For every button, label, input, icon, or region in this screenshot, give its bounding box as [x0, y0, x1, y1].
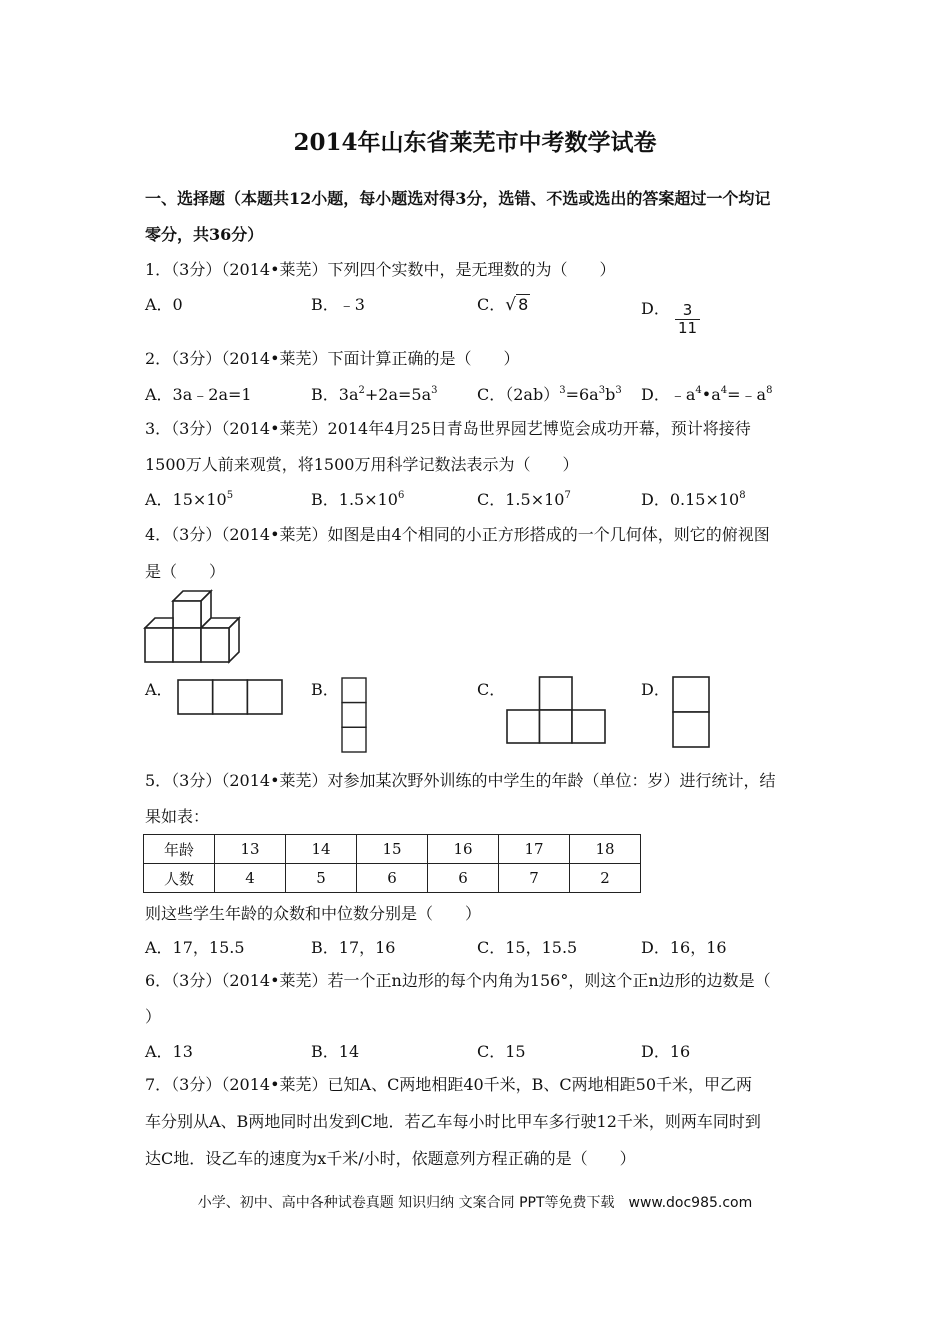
table-cell: 2	[570, 864, 641, 893]
exponent: 3	[598, 385, 606, 396]
q1-option-c-radicand: 8	[518, 295, 529, 314]
q2-option-c	[477, 382, 622, 405]
q4-stem-line1: 4．（3分）（2014•莱芜）如图是由4个相同的小正方形搭成的一个几何体，则它的俯视图	[145, 525, 770, 544]
q4-option-a-figure	[177, 679, 283, 715]
q4-option-b-figure	[341, 677, 367, 753]
q3-option-d	[641, 487, 746, 510]
table-cell: 18	[570, 835, 641, 864]
section-heading-line2: 零分，共36分）	[145, 225, 264, 244]
table-cell: 7	[499, 864, 570, 893]
q1-stem: 1．（3分）（2014•莱芜）下列四个实数中，是无理数的为（ ）	[145, 260, 616, 279]
q5-option-a: A．17，15.5	[145, 938, 245, 957]
q4-option-a-label: A．	[145, 680, 173, 699]
text: b	[605, 385, 616, 404]
q3-option-c	[477, 487, 571, 510]
exponent: 6	[397, 490, 405, 501]
exponent: 4	[720, 385, 728, 396]
q3-stem-line1: 3．（3分）（2014•莱芜）2014年4月25日青岛世界园艺博览会成功开幕，预计将接待	[145, 419, 751, 438]
q6-option-d: D．16	[641, 1042, 691, 1061]
age-table	[143, 834, 641, 893]
q1-option-d-label: D．	[641, 299, 670, 318]
q4-cube-figure	[143, 590, 243, 662]
page-title: 2014年山东省莱芜市中考数学试卷	[293, 129, 657, 156]
text: =﹣a	[727, 385, 767, 404]
table-cell: 6	[357, 864, 428, 893]
text: +2a=5a	[364, 385, 432, 404]
table-row	[144, 864, 641, 893]
q5-option-d: D．16，16	[641, 938, 727, 957]
section-heading-line1: 一、选择题（本题共12小题，每小题选对得3分，选错、不选或选出的答案超过一个均记	[145, 189, 771, 208]
q4-option-c-label: C．	[477, 680, 506, 699]
q1-option-c-label: C．	[477, 295, 506, 314]
q5-option-c: C．15，15.5	[477, 938, 578, 957]
q2-option-b	[311, 382, 437, 405]
q7-stem-line3: 达C地．设乙车的速度为x千米/小时，依题意列方程正确的是（ ）	[145, 1149, 636, 1168]
fraction-denominator: 11	[677, 319, 698, 337]
exponent: 3	[615, 385, 622, 396]
exponent: 5	[226, 490, 234, 501]
table-cell: 13	[215, 835, 286, 864]
q3-stem-line2: 1500万人前来观赏，将1500万用科学记数法表示为（ ）	[145, 455, 579, 474]
q4-option-b-label: B．	[311, 680, 339, 699]
q5-stem-line1: 5．（3分）（2014•莱芜）对参加某次野外训练的中学生的年龄（单位：岁）进行统计，结	[145, 771, 776, 790]
q5-stem-line3: 则这些学生年龄的众数和中位数分别是（ ）	[145, 904, 482, 923]
table-cell: 人数	[144, 864, 215, 893]
text: C．（2ab）	[477, 385, 560, 404]
exponent: 8	[766, 385, 773, 396]
text: D．﹣a	[641, 385, 696, 404]
q4-option-d-figure	[672, 676, 710, 748]
sqrt-radical: √	[505, 295, 517, 315]
text: C．1.5×10	[477, 490, 565, 509]
text: A．15×10	[145, 490, 227, 509]
q4-stem-line2: 是（ ）	[145, 562, 226, 581]
exponent: 3	[431, 385, 438, 396]
q1-option-b: B．﹣3	[311, 295, 365, 314]
exponent: 4	[695, 385, 702, 396]
q1-option-d	[641, 292, 700, 337]
table-cell: 年龄	[144, 835, 215, 864]
text: =6a	[565, 385, 599, 404]
exponent: 7	[564, 490, 571, 501]
exponent: 2	[358, 385, 365, 396]
table-cell: 15	[357, 835, 428, 864]
q3-option-a	[145, 487, 233, 510]
fraction	[675, 302, 700, 337]
q7-stem-line1: 7．（3分）（2014•莱芜）已知A、C两地相距40千米，B、C两地相距50千米，甲乙两	[145, 1075, 753, 1094]
q6-option-b: B．14	[311, 1042, 360, 1061]
table-cell: 6	[428, 864, 499, 893]
q2-option-d	[641, 382, 772, 405]
q1-option-c	[477, 292, 530, 315]
table-cell: 14	[286, 835, 357, 864]
q5-stem-line2: 果如表：	[145, 807, 210, 826]
q7-stem-line2: 车分别从A、B两地同时出发到C地．若乙车每小时比甲车多行驶12千米，则两车同时到	[145, 1112, 761, 1131]
q6-stem-line1: 6．（3分）（2014•莱芜）若一个正n边形的每个内角为156°，则这个正n边形的边数是（	[145, 971, 771, 990]
q2-stem: 2．（3分）（2014•莱芜）下面计算正确的是（ ）	[145, 349, 520, 368]
text: B．1.5×10	[311, 490, 398, 509]
footer-note: 小学、初中、高中各种试卷真题 知识归纳 文案合同 PPT等免费下载 www.doc985.com	[197, 1195, 753, 1211]
q3-option-b	[311, 487, 404, 510]
q2-option-a: A．3a﹣2a=1	[145, 385, 252, 404]
text: D．0.15×10	[641, 490, 740, 509]
text: B．3a	[311, 385, 359, 404]
exponent: 3	[559, 385, 566, 396]
q6-option-c: C．15	[477, 1042, 526, 1061]
q1-option-a: A．0	[145, 295, 183, 314]
table-cell: 5	[286, 864, 357, 893]
fraction-numerator: 3	[675, 302, 700, 320]
q5-option-b: B．17，16	[311, 938, 396, 957]
q6-stem-line2: ）	[145, 1007, 162, 1026]
q4-option-c-figure	[506, 676, 606, 744]
table-row	[144, 835, 641, 864]
q6-option-a: A．13	[145, 1042, 193, 1061]
text: •a	[701, 385, 721, 404]
exponent: 8	[739, 490, 746, 501]
q4-option-d-label: D．	[641, 680, 670, 699]
table-cell: 16	[428, 835, 499, 864]
table-cell: 17	[499, 835, 570, 864]
table-cell: 4	[215, 864, 286, 893]
